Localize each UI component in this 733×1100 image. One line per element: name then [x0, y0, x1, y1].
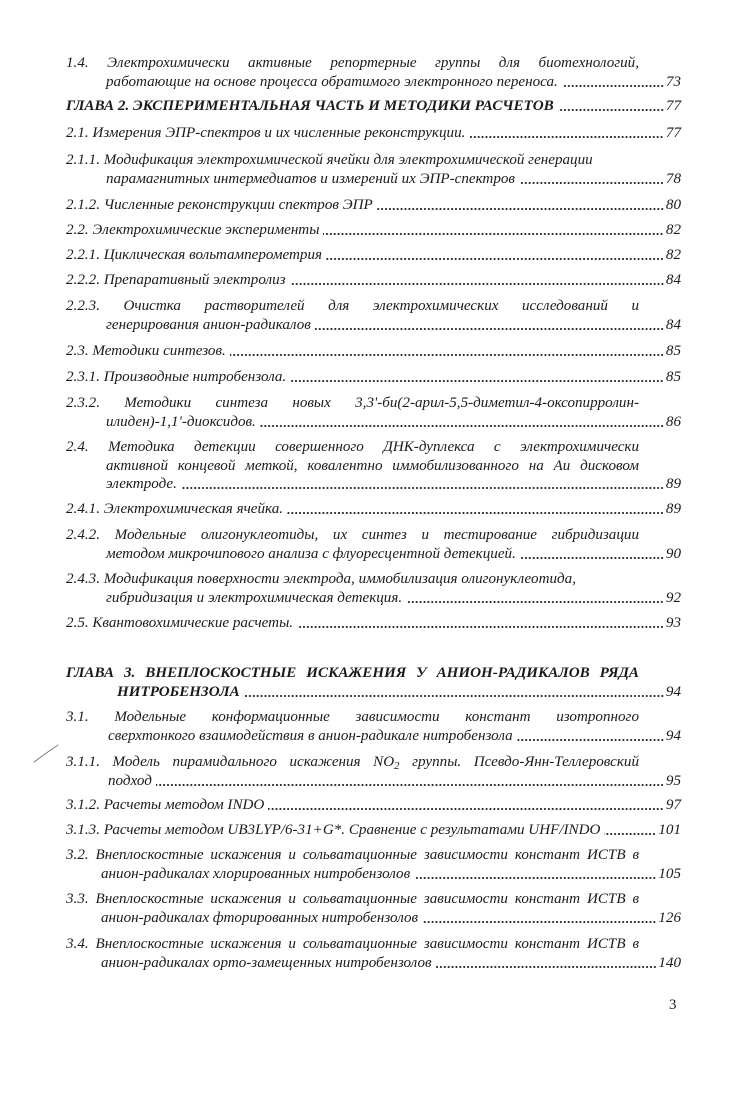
toc-entry-title-line — [66, 753, 639, 772]
page-number: 95 — [665, 772, 681, 789]
page-number: 73 — [665, 73, 681, 90]
toc-entry-last-line — [66, 221, 681, 240]
page-number: 90 — [665, 545, 681, 562]
page-number: 80 — [665, 197, 681, 213]
toc-entry-title: 3.1.3. Расчеты методом UB3LYP/6-31+G*. Сравнение с результатами UHF/INDO — [66, 822, 601, 838]
toc-entry-title: генерирования анион-радикалов — [106, 316, 311, 333]
toc-entry-2-2-2 — [66, 271, 681, 290]
toc-entry-2-4 — [66, 438, 681, 494]
page-number: 126 — [658, 909, 681, 926]
toc-entry-last-line — [66, 909, 681, 928]
dot-leader — [436, 965, 657, 969]
toc-entry-last-line — [66, 589, 681, 608]
toc-chapter-2 — [66, 97, 681, 116]
dot-leader — [181, 486, 664, 490]
dot-leader — [315, 327, 664, 331]
toc-entry-title: подход — [108, 772, 152, 789]
page-number: 78 — [665, 170, 681, 187]
pen-mark — [0, 0, 80, 800]
toc-entry-2-2-1 — [66, 246, 681, 265]
subscript: 2 — [394, 760, 400, 773]
toc-entry-title-line: 2.2.3. Очистка растворителей для электрохимических исследований и — [66, 298, 639, 314]
toc-entry-last-line — [66, 821, 681, 840]
page-number: 84 — [665, 316, 681, 333]
toc-entry-title-line: активной концевой меткой, ковалентно иммобилизованного на Au дисковом — [106, 457, 639, 474]
folio-page-number: 3 — [669, 997, 677, 1013]
dot-leader — [326, 257, 664, 261]
toc-entry-title: 2.5. Квантовохимические расчеты. — [66, 615, 294, 631]
toc-entry-2-4-1 — [66, 500, 681, 519]
toc-entry-2-1-2 — [66, 196, 681, 215]
page-number: 82 — [665, 247, 681, 263]
toc-entry-title: 2.1. Измерения ЭПР-спектров и их численные реконструкции. — [66, 125, 466, 141]
dot-leader — [156, 783, 664, 787]
toc-entry-title: илиден)-1,1'-диоксидов. — [106, 413, 256, 430]
dot-leader — [562, 84, 664, 88]
page-number: 84 — [665, 272, 681, 288]
toc-entry-title: сверхтонкого взаимодействия в анион-радикале нитробензола — [108, 727, 513, 744]
toc-entry-2-2-3 — [66, 297, 681, 334]
toc-entry-last-line — [66, 342, 681, 361]
chapter-title-line: ГЛАВА 3. ВНЕПЛОСКОСТНЫЕ ИСКАЖЕНИЯ У АНИОН-РАДИКАЛОВ РЯДА — [66, 665, 639, 681]
toc-entry-last-line — [66, 170, 681, 189]
toc-entry-last-line — [66, 97, 681, 116]
toc-entry-title-line: 3.4. Внеплоскостные искажения и сольватационные зависимости констант ИСТВ в — [66, 936, 639, 952]
toc-entry-3-1-1 — [66, 753, 681, 790]
toc-entry-last-line — [66, 271, 681, 290]
toc-chapter-3 — [66, 664, 681, 701]
page-number: 82 — [665, 222, 681, 238]
toc-entry-last-line — [66, 316, 681, 335]
toc-entry-3-3 — [66, 890, 681, 927]
toc-entry-3-1 — [66, 708, 681, 745]
page-number: 140 — [658, 954, 681, 971]
toc-entry-last-line — [66, 545, 681, 564]
toc-entry-last-line — [66, 413, 681, 432]
toc-entry-last-line — [66, 73, 681, 92]
toc-entry-title: анион-радикалах орто-замещенных нитробензолов — [101, 954, 432, 971]
toc-entry-last-line — [66, 796, 681, 815]
toc-entry-title: 2.2.1. Циклическая вольтамперометрия — [66, 247, 323, 263]
page-number: 77 — [665, 125, 681, 141]
toc-entry-last-line — [66, 246, 681, 265]
dot-leader — [558, 108, 664, 112]
toc-entry-title-line: 3.1. Модельные конформационные зависимости констант изотропного — [66, 709, 639, 725]
page-number: 89 — [665, 501, 681, 517]
toc-entry-title-line: 2.4.3. Модификация поверхности электрода, иммобилизация олигонуклеотида, — [66, 571, 577, 587]
dot-leader — [604, 832, 656, 836]
toc-entry-title: 2.4.1. Электрохимическая ячейка. — [66, 501, 284, 517]
toc-entry-2-2 — [66, 221, 681, 240]
page-number: 94 — [665, 727, 681, 744]
toc-entry-title: 3.1.2. Расчеты методом INDO — [66, 797, 265, 813]
dot-leader — [323, 232, 663, 236]
dot-leader — [290, 379, 664, 383]
toc-entry-3-2 — [66, 846, 681, 883]
dot-leader — [244, 694, 664, 698]
dot-leader — [290, 282, 664, 286]
toc-entry-last-line — [66, 124, 681, 143]
toc-entry-title: 2.2. Электрохимические эксперименты — [66, 222, 320, 238]
toc-entry-title: анион-радикалах фторированных нитробензолов — [101, 909, 419, 926]
title-text: группы. Псевдо-Янн-Теллеровский — [399, 754, 639, 770]
toc-entry-title-line: 2.4.2. Модельные олигонуклеотиды, их синтез и тестирование гибридизации — [66, 527, 639, 543]
dot-leader — [260, 424, 664, 428]
toc-entry-last-line — [66, 196, 681, 215]
page-number: 105 — [658, 865, 681, 882]
toc-entry-title-line: 2.4. Методика детекции совершенного ДНК-дуплекса с электрохимически — [66, 439, 639, 455]
dot-leader — [268, 807, 664, 811]
toc-entry-title: гибридизация и электрохимическая детекция. — [106, 589, 403, 606]
toc-entry-title: парамагнитных интермедиатов и измерений их ЭПР-спектров — [106, 170, 515, 187]
page-number: 92 — [665, 589, 681, 606]
page-number: 85 — [665, 369, 681, 385]
dot-leader — [520, 556, 664, 560]
page-number: 93 — [665, 615, 681, 631]
dot-leader — [469, 135, 664, 139]
chapter-title: НИТРОБЕНЗОЛА — [117, 683, 240, 700]
toc-entry-2-3-1 — [66, 368, 681, 387]
toc-entry-3-4 — [66, 935, 681, 972]
page-number: 89 — [665, 476, 681, 492]
toc-entry-title-line: 2.1.1. Модификация электрохимической ячейки для электрохимической генерации — [66, 152, 593, 168]
toc-entry-title: методом микрочипового анализа с флуоресцентной детекцией. — [106, 545, 516, 562]
toc-entry-last-line — [66, 683, 681, 702]
dot-leader — [519, 181, 664, 185]
toc-entry-last-line — [66, 368, 681, 387]
toc-entry-3-1-3 — [66, 821, 681, 840]
toc-entry-last-line — [66, 727, 681, 746]
page-number: 85 — [665, 343, 681, 359]
toc-entry-title: 2.3.1. Производные нитробензола. — [66, 369, 287, 385]
chapter-title: ГЛАВА 2. ЭКСПЕРИМЕНТАЛЬНАЯ ЧАСТЬ И МЕТОДИКИ РАСЧЕТОВ — [66, 98, 554, 114]
toc-entry-2-3 — [66, 342, 681, 361]
toc-entry-title: анион-радикалах хлорированных нитробензолов — [101, 865, 411, 882]
toc-entry-title-line: 2.3.2. Методики синтеза новых 3,3'-би(2-арил-5,5-диметил-4-оксопирролин- — [66, 395, 639, 411]
toc-entry-title-line: 3.3. Внеплоскостные искажения и сольватационные зависимости констант ИСТВ в — [66, 891, 639, 907]
toc-entry-title: электроде. — [106, 476, 177, 492]
dot-leader — [377, 207, 664, 211]
dot-leader — [422, 920, 656, 924]
toc-entry-title: 2.3. Методики синтезов. — [66, 343, 226, 359]
page-number: 97 — [665, 797, 681, 813]
dot-leader — [414, 876, 656, 880]
toc-entry-last-line — [66, 954, 681, 973]
page-number: 94 — [665, 683, 681, 700]
toc-entry-2-4-3 — [66, 570, 681, 607]
toc-entry-2-4-2 — [66, 526, 681, 563]
dot-leader — [230, 353, 664, 357]
toc-entry-3-1-2 — [66, 796, 681, 815]
page-number: 77 — [665, 98, 681, 114]
dot-leader — [517, 738, 664, 742]
toc-entry-title-line: 1.4. Электрохимически активные репортерные группы для биотехнологий, — [66, 55, 639, 71]
toc-entry-2-3-2 — [66, 394, 681, 431]
toc-entry-last-line — [66, 475, 681, 494]
page-number: 101 — [658, 822, 681, 838]
toc-entry-last-line — [66, 865, 681, 884]
dot-leader — [297, 625, 664, 629]
dot-leader — [406, 600, 664, 604]
toc-entry-title: 2.1.2. Численные реконструкции спектров ЭПР — [66, 197, 373, 213]
toc-entry-title: работающие на основе процесса обратимого электронного переноса. — [106, 73, 558, 90]
toc-entry-2-1 — [66, 124, 681, 143]
toc-entry-2-5 — [66, 614, 681, 633]
toc-entry-1-4 — [66, 54, 681, 91]
toc-entry-title: 2.2.2. Препаративный электролиз — [66, 272, 286, 288]
toc-entry-last-line — [66, 614, 681, 633]
title-text: 3.1.1. Модель пирамидального искажения NO — [66, 754, 395, 770]
dot-leader — [287, 511, 664, 515]
toc-entry-last-line — [66, 772, 681, 791]
toc-entry-2-1-1 — [66, 151, 681, 188]
page-number: 86 — [665, 413, 681, 430]
toc-entry-last-line — [66, 500, 681, 519]
toc-entry-title-line: 3.2. Внеплоскостные искажения и сольватационные зависимости констант ИСТВ в — [66, 847, 639, 863]
